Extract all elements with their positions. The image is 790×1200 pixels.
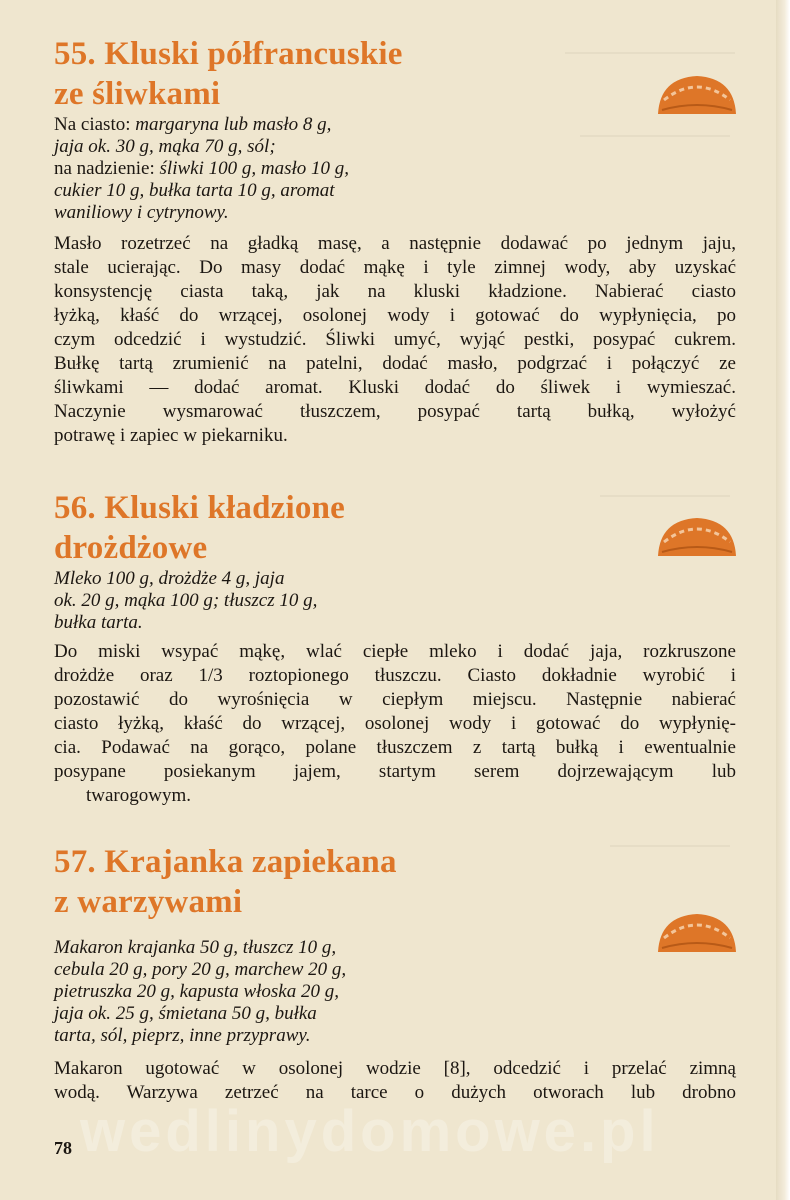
recipe-title-line: 56. Kluski kładzione	[54, 490, 345, 526]
dumpling-icon	[654, 512, 740, 560]
ingredient-line	[54, 114, 349, 136]
dumpling-icon	[654, 908, 740, 956]
ingredient-line: waniliowy i cytrynowy.	[54, 202, 229, 223]
ingredient-label: na nadzienie:	[54, 158, 160, 179]
ingredient-line	[54, 158, 349, 180]
ingredient-line: jaja ok. 25 g, śmietana 50 g, bułka	[54, 1003, 317, 1024]
method-line: pozostawić do wyrośnięcia w ciepłym miejscu. Następnie nabierać	[54, 689, 736, 710]
recipe-method	[54, 640, 736, 808]
bleed-through-line	[580, 135, 730, 137]
method-line: cia. Podawać na gorąco, polane tłuszczem z tartą bułką i ewentualnie	[54, 737, 736, 758]
method-line: ciasto łyżką, kłaść do wrzącej, osolonej wody i gotować do wypłynię-	[54, 713, 736, 734]
recipe-title-line: drożdżowe	[54, 530, 208, 566]
method-line: stale ucierając. Do masy dodać mąkę i tyle zimnej wody, aby uzyskać	[54, 257, 736, 278]
bleed-through-line	[600, 495, 730, 497]
method-line: wodą. Warzywa zetrzeć na tarce o dużych otworach lub drobno	[54, 1082, 736, 1103]
bleed-through-line	[565, 52, 735, 54]
ingredient-text: margaryna lub masło 8 g,	[135, 114, 332, 135]
method-line: śliwkami — dodać aromat. Kluski dodać do śliwek i wymieszać.	[54, 377, 736, 398]
ingredient-label: Na ciasto:	[54, 114, 136, 135]
ingredient-line: bułka tarta.	[54, 612, 143, 633]
ingredient-line: jaja ok. 30 g, mąka 70 g, sól;	[54, 136, 276, 157]
recipe-title-line: 57. Krajanka zapiekana	[54, 844, 397, 880]
method-line: konsystencję ciasta taką, jak na kluski kładzione. Nabierać ciasto	[54, 281, 736, 302]
method-line: drożdże oraz 1/3 roztopionego tłuszczu. Ciasto dokładnie wyrobić i	[54, 665, 736, 686]
ingredients-list	[54, 937, 346, 1047]
ingredient-line: Mleko 100 g, drożdże 4 g, jaja	[54, 568, 285, 589]
recipe-title	[54, 34, 403, 114]
method-line: Naczynie wysmarować tłuszczem, posypać tartą bułką, wyłożyć	[54, 401, 736, 422]
method-line: posypane posiekanym jajem, startym serem dojrzewającym lub	[54, 761, 736, 782]
ingredients-list	[54, 568, 317, 634]
recipe-method	[54, 232, 736, 448]
ingredient-text: śliwki 100 g, masło 10 g,	[159, 158, 349, 179]
method-line: Do miski wsypać mąkę, wlać ciepłe mleko i dodać jaja, rozkruszone	[54, 641, 736, 662]
method-line: łyżką, kłaść do wrzącej, osolonej wody i gotować do wypłynięcia, po	[54, 305, 736, 326]
ingredients-list	[54, 114, 349, 224]
ingredient-line: ok. 20 g, mąka 100 g; tłuszcz 10 g,	[54, 590, 318, 611]
recipe-title-line: 55. Kluski półfrancuskie	[54, 36, 403, 72]
recipe-title	[54, 842, 397, 922]
ingredient-line: tarta, sól, pieprz, inne przyprawy.	[54, 1025, 311, 1046]
ingredient-line: Makaron krajanka 50 g, tłuszcz 10 g,	[54, 937, 337, 958]
dumpling-icon	[654, 70, 740, 118]
method-line: Makaron ugotować w osolonej wodzie [8], odcedzić i przelać zimną	[54, 1058, 736, 1079]
page-number: 78	[54, 1138, 72, 1158]
ingredient-line: pietruszka 20 g, kapusta włoska 20 g,	[54, 981, 339, 1002]
recipe-title	[54, 488, 345, 568]
recipe-title-line: z warzywami	[54, 884, 243, 920]
recipe-title-line: ze śliwkami	[54, 76, 221, 112]
method-line: czym odcedzić i wystudzić. Śliwki umyć, wyjąć pestki, posypać cukrem.	[54, 329, 736, 350]
method-line: twarogowym.	[86, 785, 192, 806]
page-edge	[776, 0, 790, 1200]
method-line: potrawę i zapiec w piekarniku.	[54, 425, 288, 446]
method-line: Bułkę tartą zrumienić na patelni, dodać masło, podgrzać i połączyć ze	[54, 353, 736, 374]
watermark: wedlinydomowe.pl	[80, 1099, 660, 1164]
ingredient-line: cukier 10 g, bułka tarta 10 g, aromat	[54, 180, 335, 201]
bleed-through-line	[610, 845, 730, 847]
ingredient-line: cebula 20 g, pory 20 g, marchew 20 g,	[54, 959, 347, 980]
method-line: Masło rozetrzeć na gładką masę, a następnie dodawać po jednym jaju,	[54, 233, 736, 254]
